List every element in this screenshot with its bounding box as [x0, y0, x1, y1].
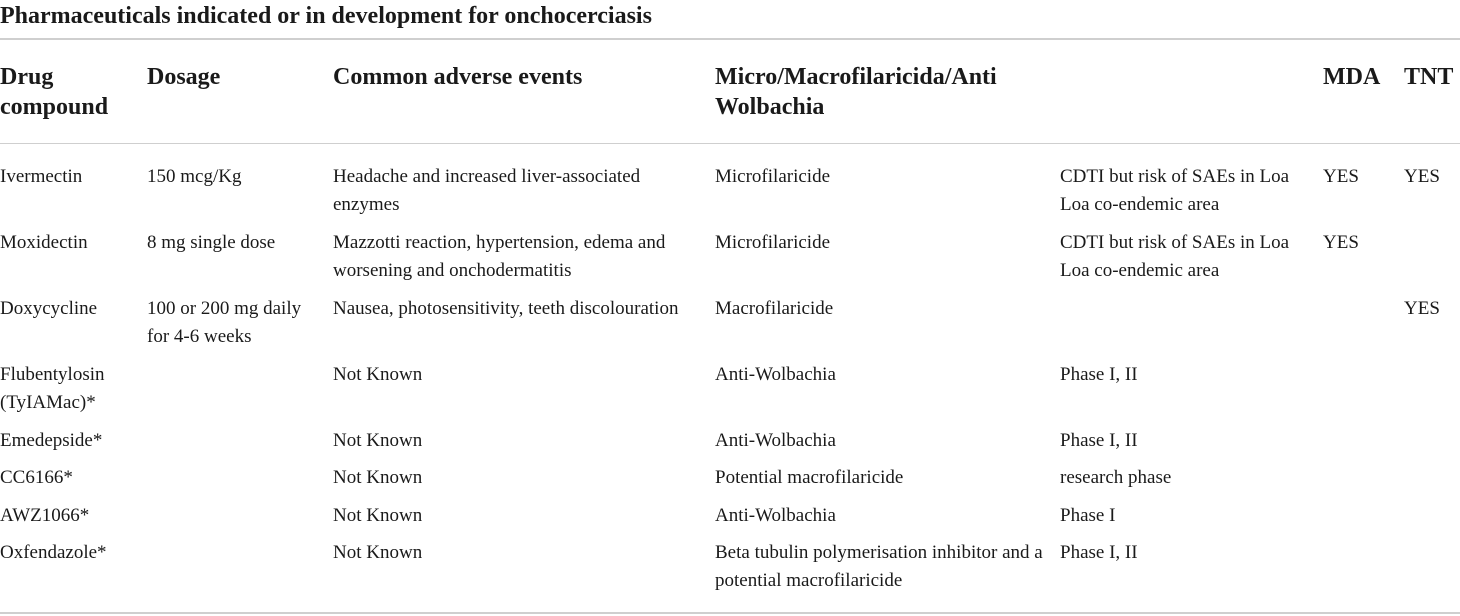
cell-notes: Phase I, II [1060, 430, 1138, 451]
cell-action: Potential macrofilaricide [715, 467, 904, 488]
cell-drug: Oxfendazole* [0, 542, 107, 563]
cell-drug: Emedepside* [0, 430, 103, 451]
cell-drug: AWZ1066* [0, 505, 90, 526]
header-dosage: Dosage [147, 64, 221, 90]
cell-adverse-events: Not Known [333, 430, 423, 451]
cell-action: Anti-Wolbachia [715, 505, 836, 526]
header-mda: MDA [1323, 64, 1381, 90]
cell-dosage: 100 or 200 mg daily for 4-6 weeks [147, 298, 302, 347]
cell-drug: Doxycycline [0, 298, 98, 319]
header-rule [0, 143, 1460, 144]
cell-adverse-events: Not Known [333, 505, 423, 526]
top-rule [0, 38, 1460, 40]
cell-mda: YES [1323, 232, 1359, 253]
cell-dosage: 8 mg single dose [147, 232, 276, 253]
header-filaricidal-action: Micro/Macrofilaricida/Anti Wolbachia [715, 64, 997, 120]
cell-notes: Phase I [1060, 505, 1116, 526]
cell-action: Microfilaricide [715, 166, 831, 187]
bottom-rule [0, 612, 1460, 614]
cell-tnt: YES [1404, 166, 1440, 187]
cell-tnt: YES [1404, 298, 1440, 319]
cell-notes: Phase I, II [1060, 542, 1138, 563]
cell-adverse-events: Not Known [333, 364, 423, 385]
header-adverse-events: Common adverse events [333, 64, 583, 90]
cell-drug: CC6166* [0, 467, 73, 488]
cell-adverse-events: Not Known [333, 467, 423, 488]
cell-action: Microfilaricide [715, 232, 831, 253]
cell-drug: Moxidectin [0, 232, 88, 253]
header-drug-compound: Drug compound [0, 64, 109, 120]
cell-action: Macrofilaricide [715, 298, 834, 319]
cell-action: Beta tubulin polymerisation inhibitor and a potential macrofilaricide [715, 542, 1043, 591]
cell-drug: Ivermectin [0, 166, 83, 187]
cell-notes: CDTI but risk of SAEs in Loa Loa co-endemic area [1060, 166, 1290, 215]
cell-action: Anti-Wolbachia [715, 364, 836, 385]
cell-dosage: 150 mcg/Kg [147, 166, 242, 187]
cell-action: Anti-Wolbachia [715, 430, 836, 451]
cell-drug: Flubentylosin (TyIAMac)* [0, 364, 105, 413]
cell-mda: YES [1323, 166, 1359, 187]
cell-adverse-events: Mazzotti reaction, hypertension, edema and worsening and onchodermatitis [333, 232, 666, 281]
header-tnt: TNT [1404, 64, 1454, 90]
cell-adverse-events: Nausea, photosensitivity, teeth discolouration [333, 298, 679, 319]
cell-notes: CDTI but risk of SAEs in Loa Loa co-endemic area [1060, 232, 1290, 281]
cell-notes: Phase I, II [1060, 364, 1138, 385]
cell-adverse-events: Headache and increased liver-associated enzymes [333, 166, 641, 215]
cell-adverse-events: Not Known [333, 542, 423, 563]
table-title: Pharmaceuticals indicated or in development for onchocerciasis [0, 3, 652, 29]
cell-notes: research phase [1060, 467, 1172, 488]
